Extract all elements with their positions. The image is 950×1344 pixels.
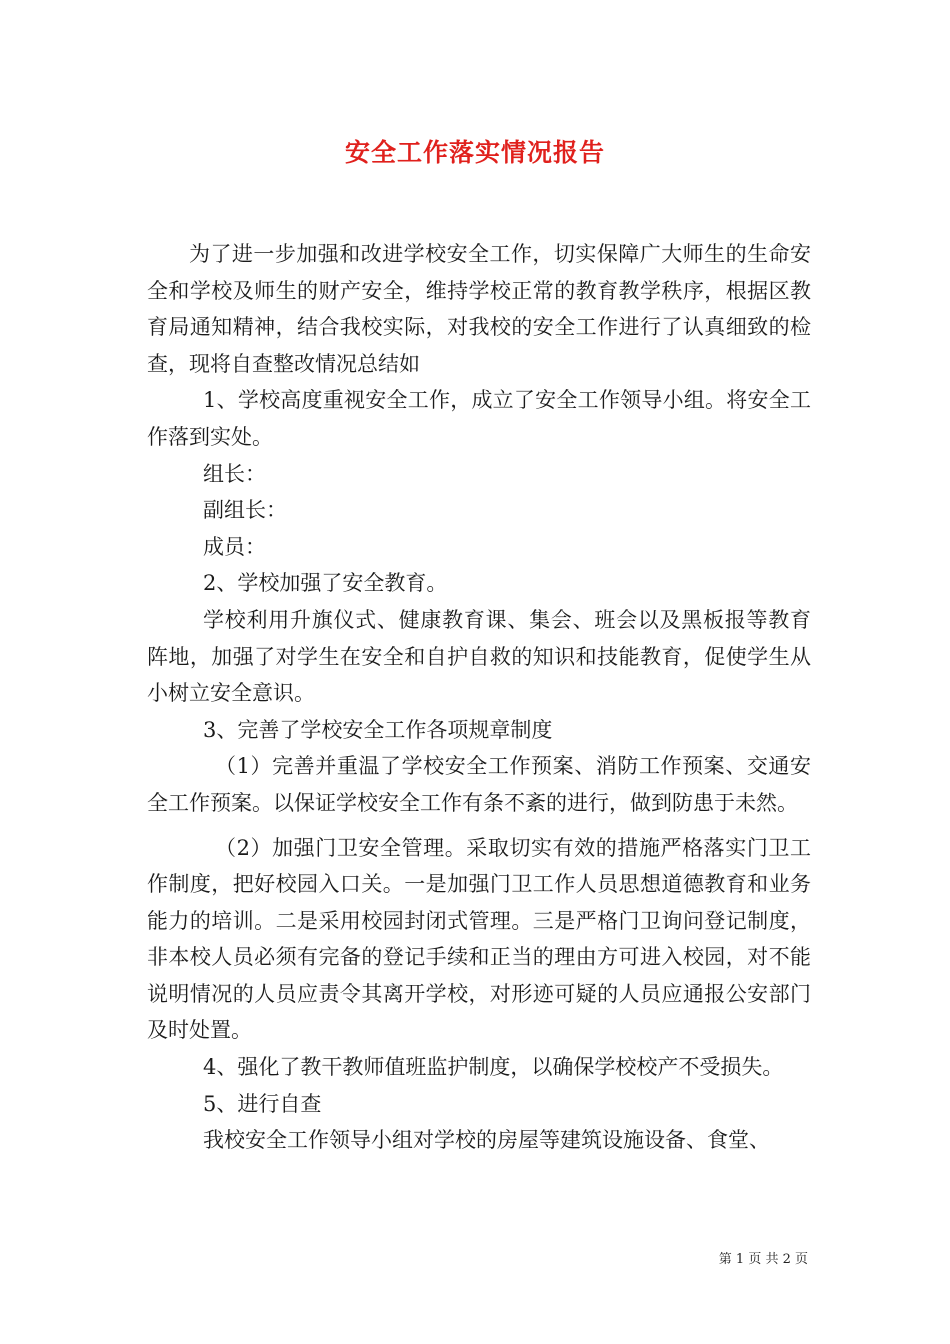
paragraph-item-5-body: 我校安全工作领导小组对学校的房屋等建筑设施设备、食堂、	[203, 1128, 770, 1153]
paragraph-intro: 为了进一步加强和改进学校安全工作，切实保障广大师生的生命安全和学校及师生的财产安全，维持学校正常的教育教学秩序，根据区教育局通知精神，结合我校实际，对我校的安全工作进行了认真细致的检查，现将自查整改情况总结如	[147, 242, 811, 376]
paragraph-item-2-body: 学校利用升旗仪式、健康教育课、集会、班会以及黑板报等教育阵地，加强了对学生在安全和自护自救的知识和技能教育，促使学生从小树立安全意识。	[147, 607, 811, 706]
paragraph-deputy-leader: 副组长：	[203, 498, 287, 523]
paragraph-item-3-sub-1: （1）完善并重温了学校安全工作预案、消防工作预案、交通安全工作预案。以保证学校安全工作有条不紊的进行，做到防患于未然。	[147, 754, 811, 815]
page-number-footer: 第 1 页 共 2 页	[718, 1252, 808, 1267]
document-title: 安全工作落实情况报告	[344, 138, 605, 167]
paragraph-item-3-sub-2: （2）加强门卫安全管理。采取切实有效的措施严格落实门卫工作制度，把好校园入口关。一是加强门卫工作人员思想道德教育和业务能力的培训。二是采用校园封闭式管理。三是严格门卫询问登记制度，非本校人员必须有完备的登记手续和正当的理由方可进入校园，对不能说明情况的人员应责令其离开学校，对形迹可疑的人员应通报公安部门及时处置。	[147, 835, 811, 1043]
paragraph-item-5: 5、进行自查	[203, 1091, 322, 1116]
paragraph-item-3: 3、完善了学校安全工作各项规章制度	[203, 717, 553, 742]
paragraph-group-leader: 组长：	[203, 461, 266, 486]
paragraph-item-2: 2、学校加强了安全教育。	[203, 571, 448, 596]
paragraph-item-1: 1、学校高度重视安全工作，成立了安全工作领导小组。将安全工作落到实处。	[147, 388, 811, 449]
document-body	[147, 236, 811, 1159]
paragraph-members: 成员：	[203, 534, 266, 559]
paragraph-item-4: 4、强化了教干教师值班监护制度，以确保学校校产不受损失。	[203, 1055, 784, 1080]
